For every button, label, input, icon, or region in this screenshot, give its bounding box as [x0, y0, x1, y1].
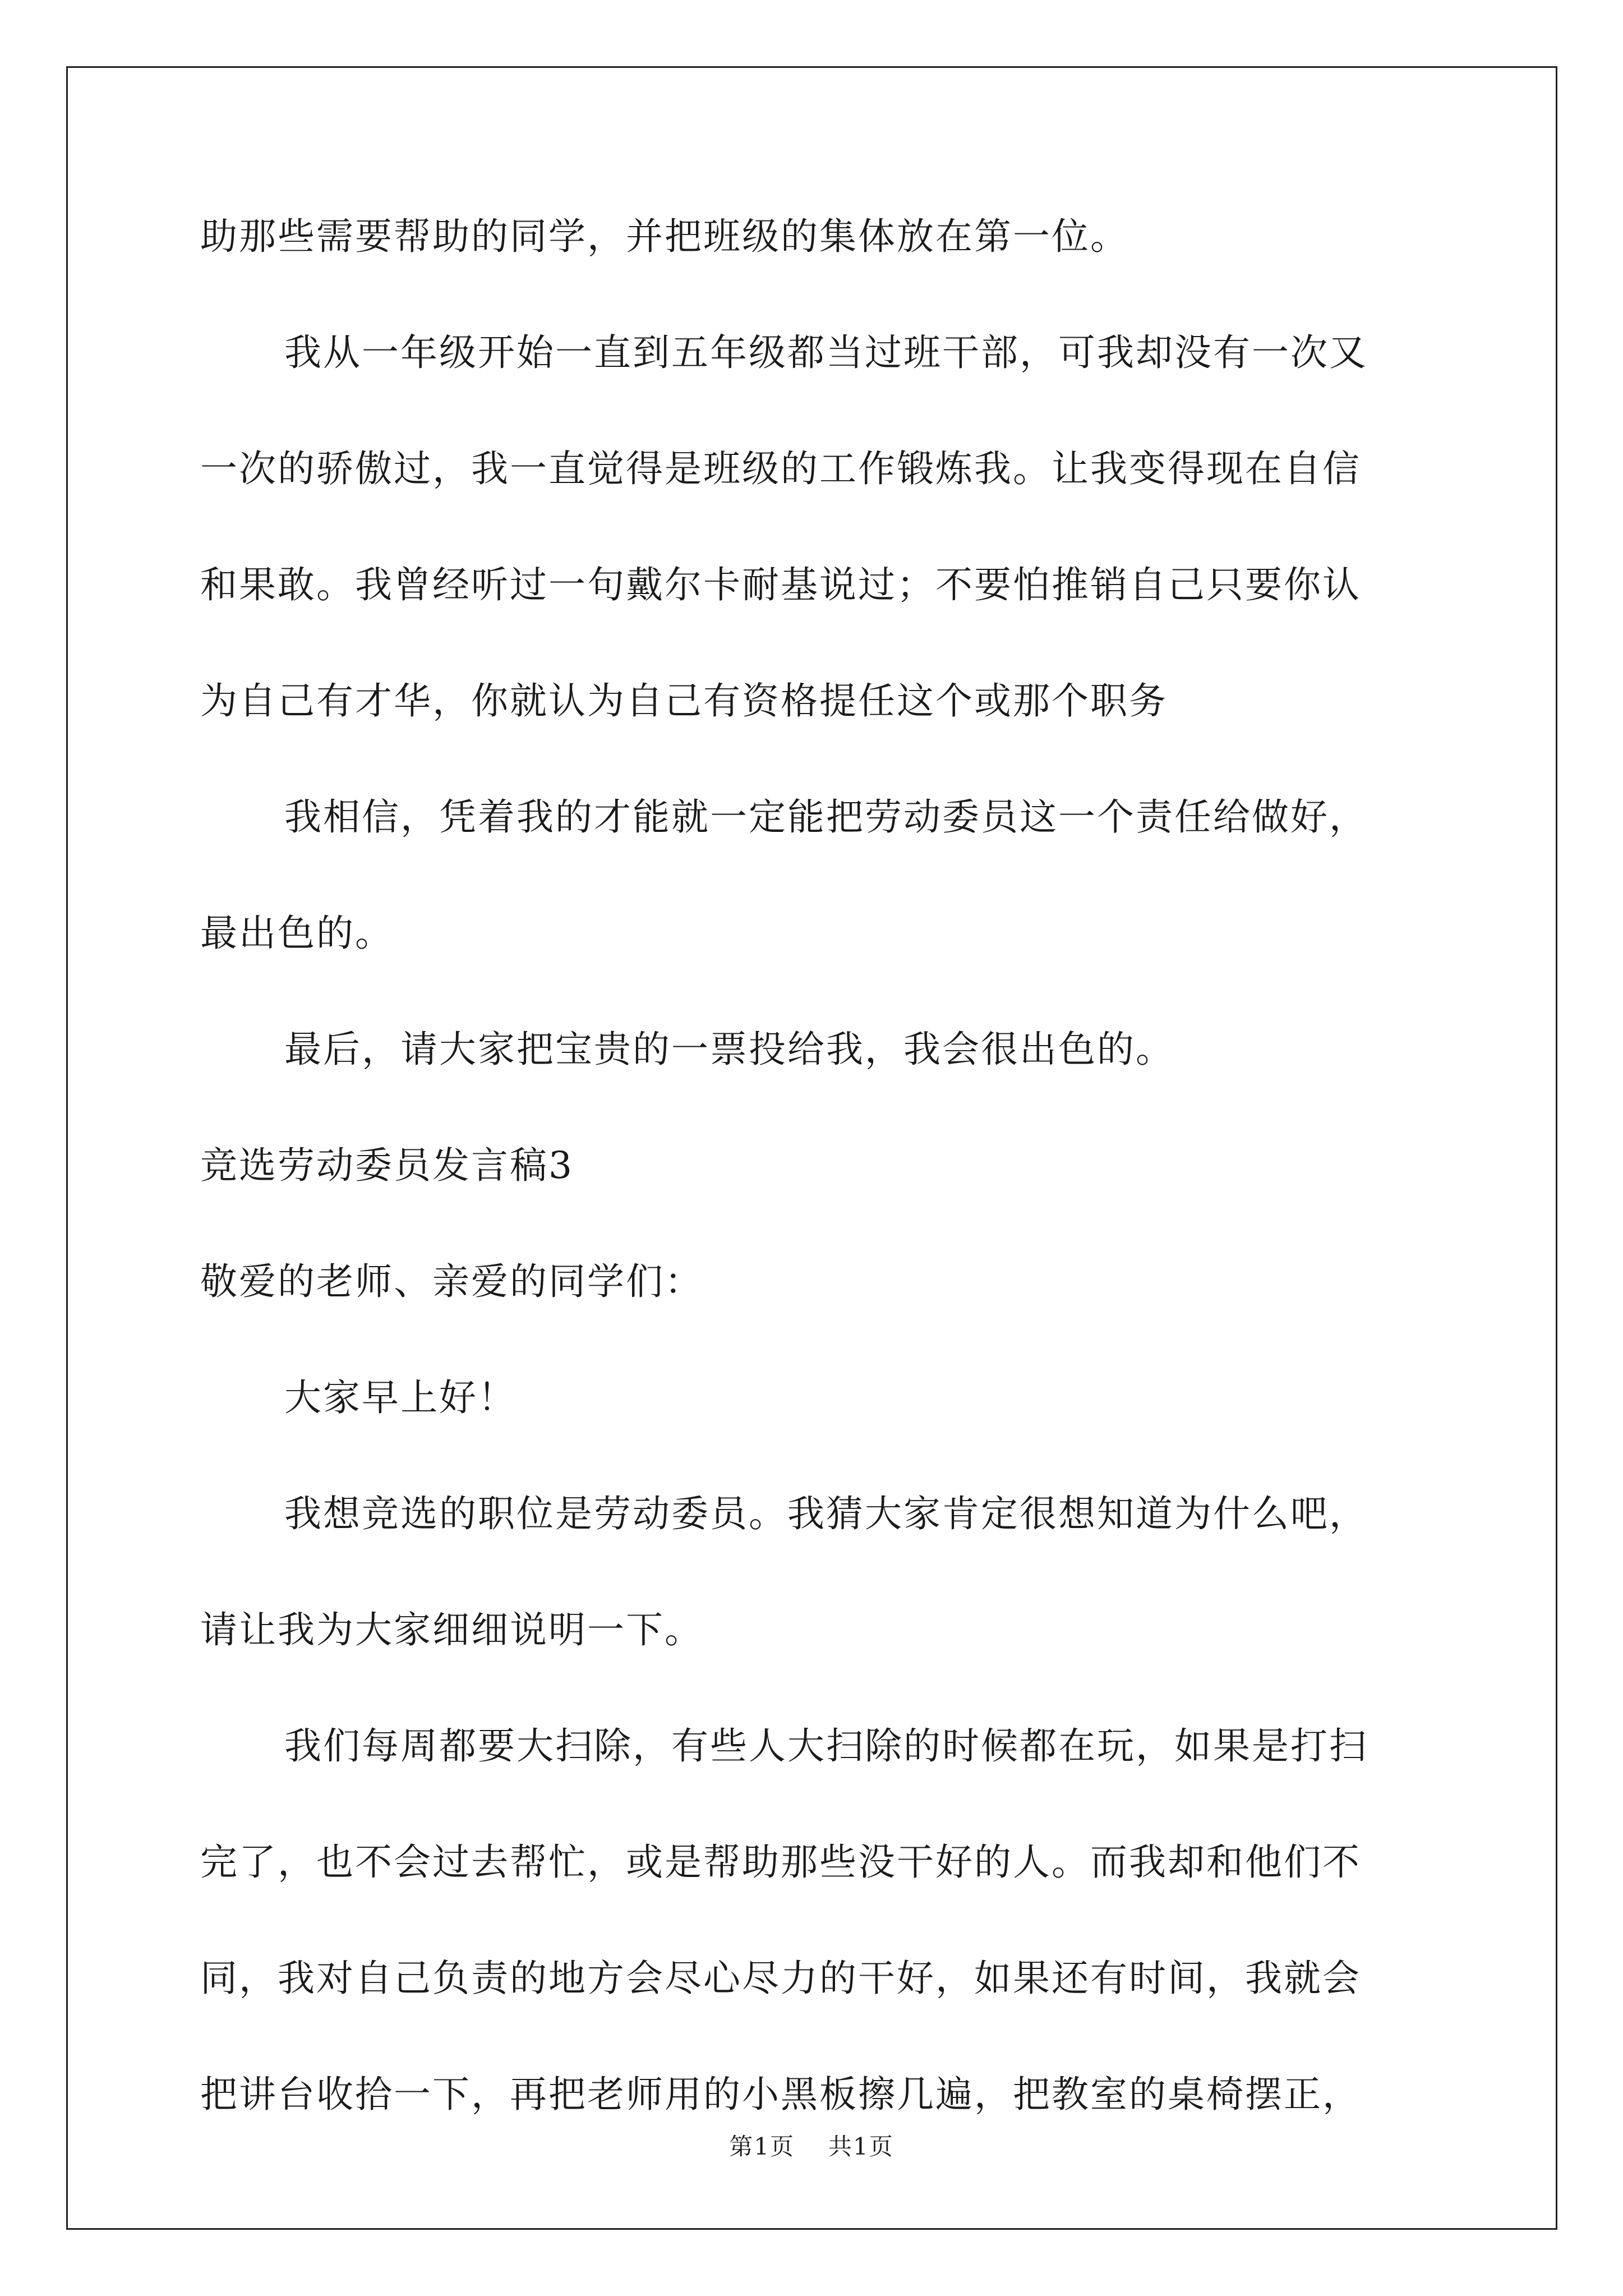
- text-line: 最后，请大家把宝贵的一票投给我，我会很出色的。: [284, 1028, 1174, 1071]
- text-line: 我们每周都要大扫除，有些人大扫除的时候都在玩，如果是打扫: [284, 1724, 1368, 1768]
- text-line: 同，我对自己负责的地方会尽心尽力的干好，如果还有时间，我就会: [200, 1957, 1361, 2000]
- text-line: 竞选劳动委员发言稿3: [200, 1144, 574, 1187]
- text-line: 最出色的。: [200, 912, 394, 955]
- text-line: 完了，也不会过去帮忙，或是帮助那些没干好的人。而我却和他们不: [200, 1841, 1361, 1884]
- page-footer: [0, 2133, 1623, 2161]
- page-number: 第1页: [729, 2133, 795, 2160]
- text-line: 和果敢。我曾经听过一句戴尔卡耐基说过；不要怕推销自己只要你认: [200, 563, 1361, 606]
- text-line: 把讲台收拾一下，再把老师用的小黑板擦几遍，把教室的桌椅摆正，: [200, 2073, 1361, 2116]
- text-line: 助那些需要帮助的同学，并把班级的集体放在第一位。: [200, 215, 1129, 258]
- text-line: 我相信，凭着我的才能就一定能把劳动委员这一个责任给做好，: [284, 795, 1368, 839]
- text-line: 敬爱的老师、亲爱的同学们：: [200, 1260, 703, 1303]
- text-line: 请让我为大家细细说明一下。: [200, 1608, 703, 1651]
- text-line: 为自己有才华，你就认为自己有资格提任这个或那个职务: [200, 679, 1168, 723]
- text-line: 我从一年级开始一直到五年级都当过班干部，可我却没有一次又: [284, 331, 1368, 374]
- text-line: 大家早上好！: [284, 1376, 517, 1419]
- text-line: 我想竞选的职位是劳动委员。我猜大家肯定很想知道为什么吧，: [284, 1492, 1368, 1535]
- page-total: 共1页: [828, 2133, 894, 2160]
- text-line: 一次的骄傲过，我一直觉得是班级的工作锻炼我。让我变得现在自信: [200, 447, 1361, 490]
